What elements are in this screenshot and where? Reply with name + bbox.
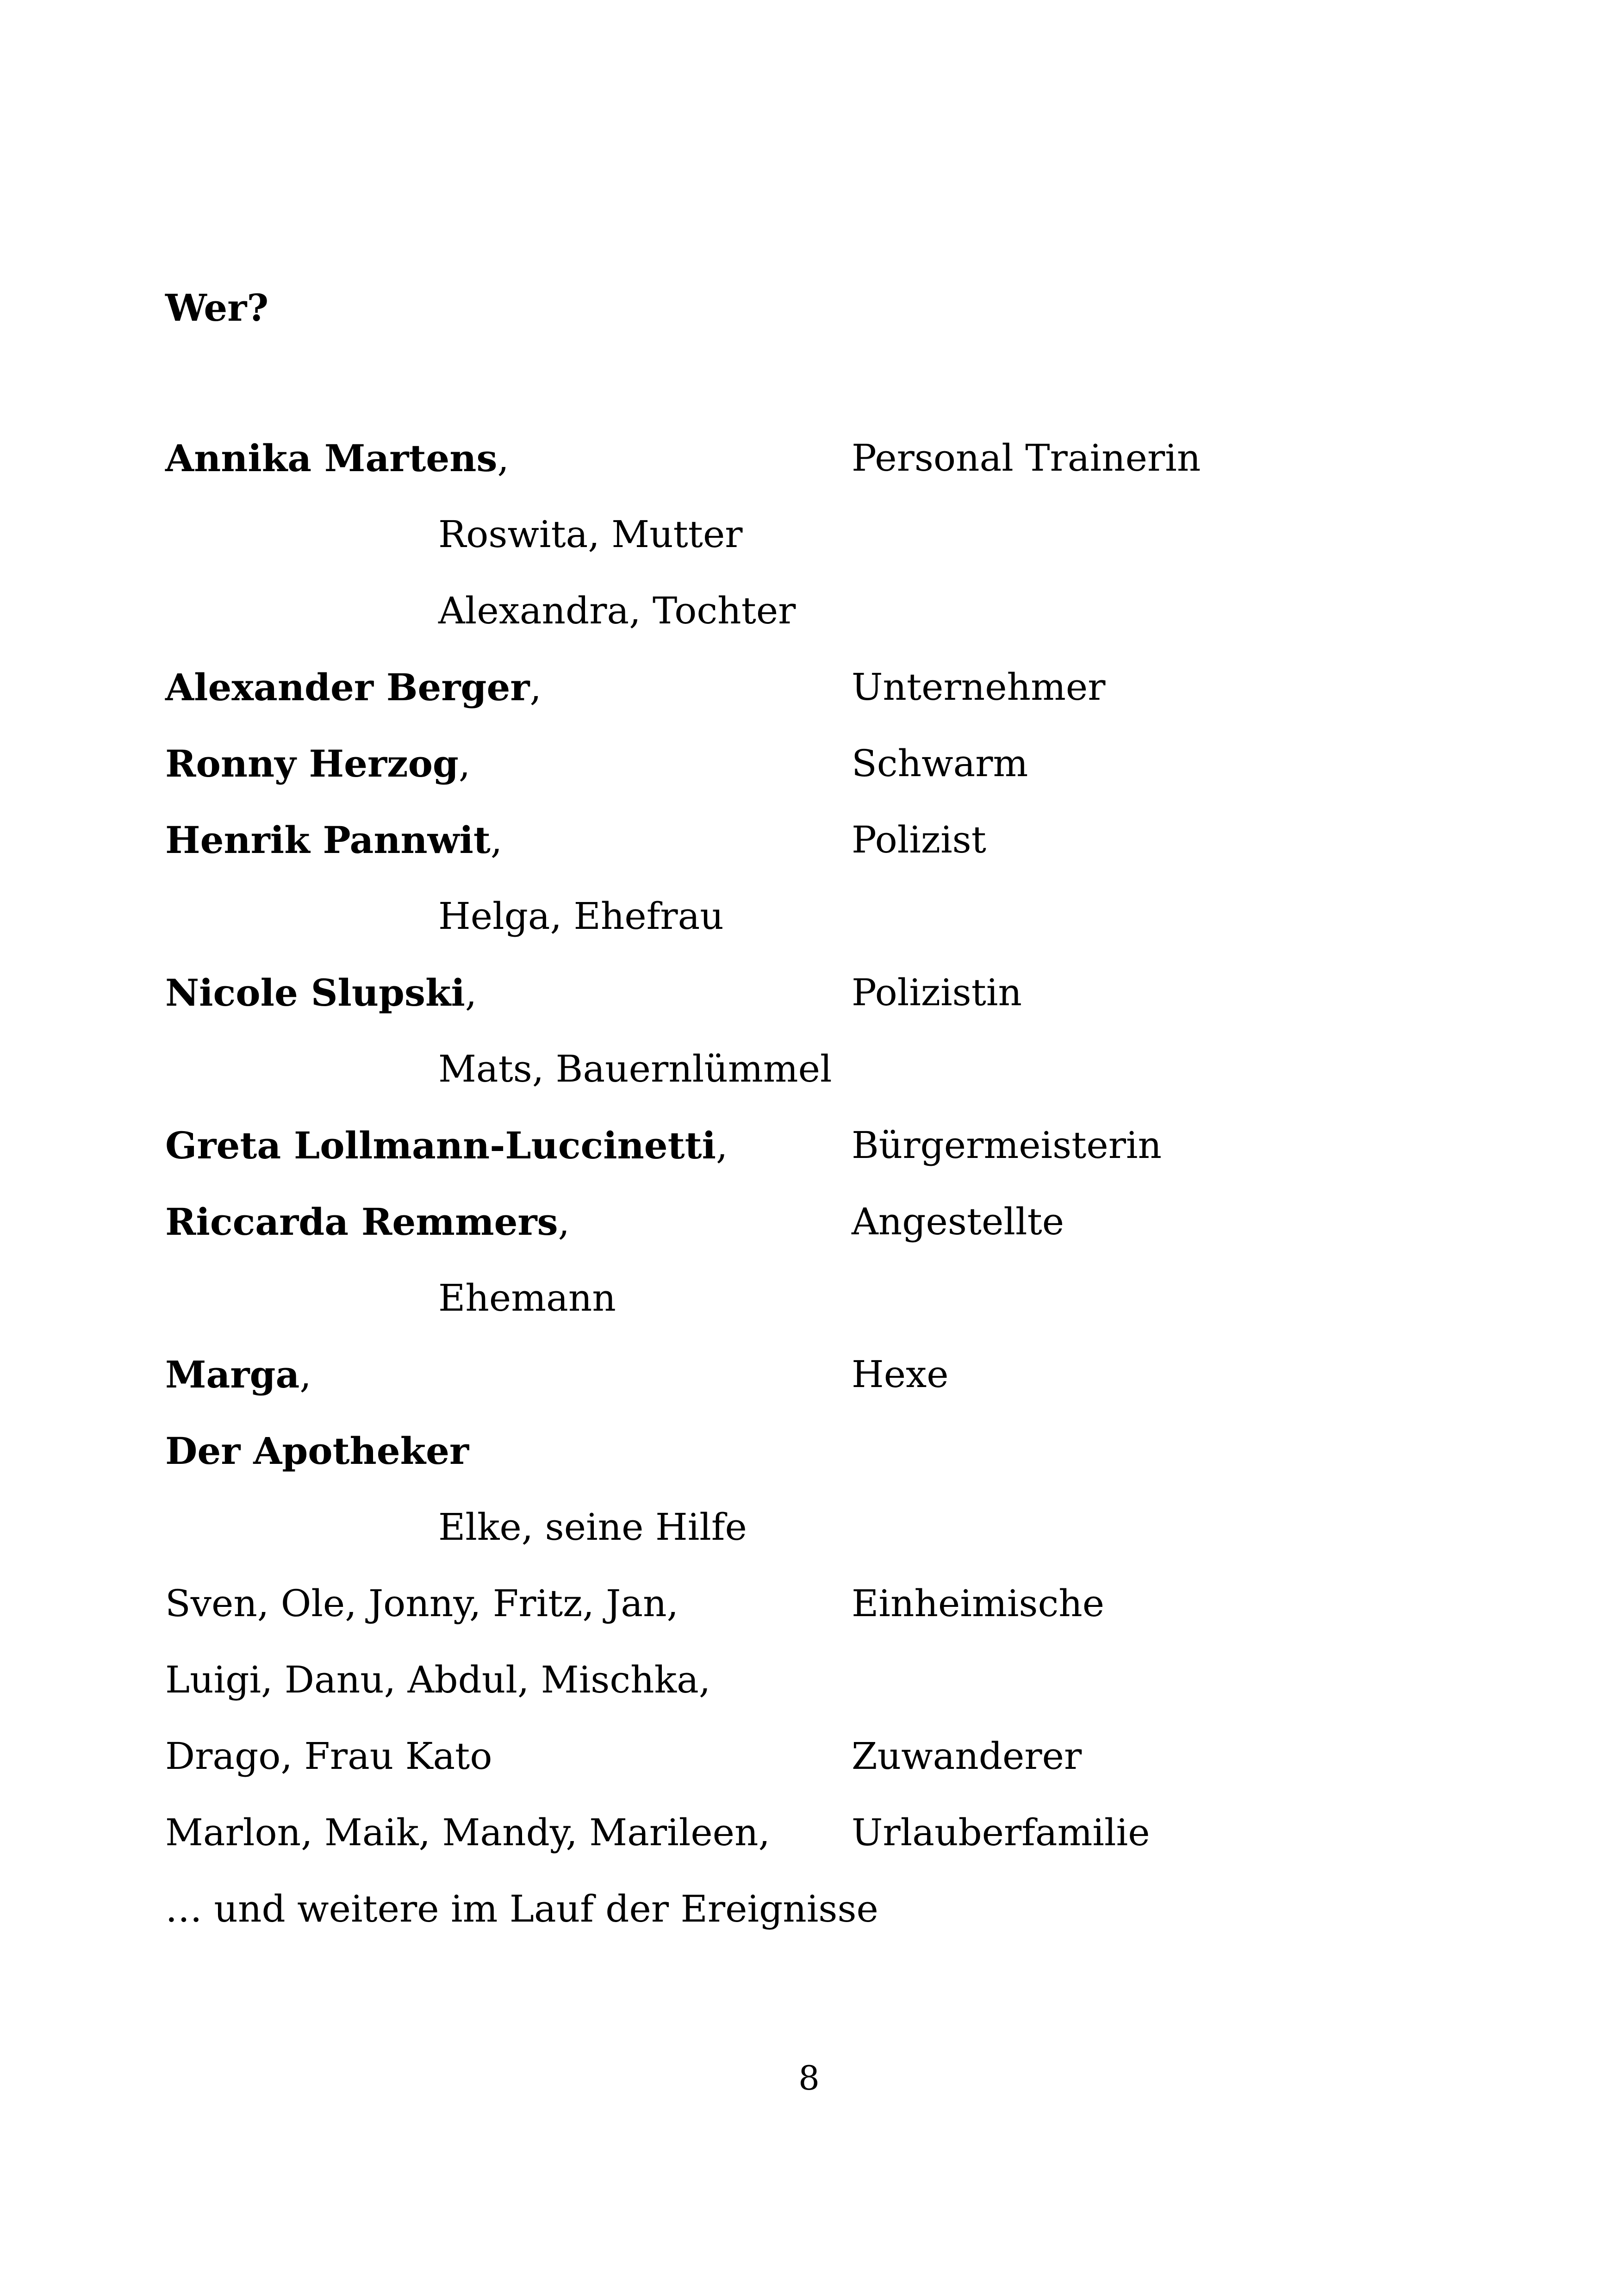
character-name-bold: Greta Lollmann-Luccinetti [165, 1124, 716, 1167]
name-separator: , [529, 666, 541, 709]
page-heading: Wer? [165, 286, 269, 330]
character-role: Polizistin [852, 971, 1022, 1014]
character-name [165, 815, 502, 866]
character-role: Angestellte [852, 1200, 1064, 1243]
character-role: Schwarm [852, 742, 1028, 785]
name-separator: , [558, 1201, 570, 1244]
group-names: Drago, Frau Kato [165, 1735, 492, 1778]
group-names: Marlon, Maik, Mandy, Marileen, [165, 1811, 770, 1854]
character-name-bold: Henrik Pannwit [165, 818, 491, 862]
character-subname: Elke, seine Hilfe [438, 1506, 747, 1549]
character-name-bold: Marga [165, 1353, 300, 1396]
cast-row [0, 1196, 1618, 1272]
cast-row [0, 1655, 1618, 1730]
character-role: Bürgermeisterin [852, 1124, 1162, 1167]
page-number: 8 [798, 2059, 820, 2097]
cast-row [0, 815, 1618, 890]
character-subname: Mats, Bauernlümmel [438, 1047, 832, 1090]
closing-line: … und weitere im Lauf der Ereignisse [165, 1887, 878, 1930]
character-subname: Roswita, Mutter [438, 513, 743, 556]
character-role: Personal Trainerin [852, 436, 1201, 479]
group-names: Sven, Ole, Jonny, Fritz, Jan, [165, 1582, 679, 1625]
name-separator: , [299, 1353, 311, 1396]
group-names: Luigi, Danu, Abdul, Mischka, [165, 1658, 711, 1701]
name-separator: , [465, 971, 477, 1014]
character-subname: Alexandra, Tochter [438, 589, 796, 632]
character-name-bold: Ronny Herzog [165, 742, 459, 785]
name-separator: , [458, 742, 471, 785]
character-name-bold: Alexander Berger [165, 666, 530, 709]
group-role: Einheimische [852, 1582, 1105, 1625]
character-name [165, 967, 477, 1019]
character-name [165, 1196, 570, 1248]
name-separator: , [490, 819, 503, 862]
character-name [165, 662, 541, 713]
cast-row [0, 1578, 1618, 1654]
cast-row [0, 585, 1618, 661]
character-name-bold: Annika Martens [165, 436, 498, 480]
cast-row [0, 738, 1618, 814]
cast-row [0, 1731, 1618, 1807]
character-name-bold: Riccarda Remmers [165, 1200, 558, 1244]
cast-row [0, 1502, 1618, 1578]
character-name-bold: Nicole Slupski [165, 971, 465, 1014]
cast-row [0, 1120, 1618, 1196]
character-name [165, 433, 509, 484]
character-subname: Helga, Ehefrau [438, 895, 724, 938]
character-role: Unternehmer [852, 666, 1106, 709]
cast-row [0, 1807, 1618, 1883]
character-name [165, 1120, 728, 1171]
cast-row [0, 1273, 1618, 1349]
name-separator: , [497, 437, 509, 480]
character-role: Hexe [852, 1353, 949, 1396]
character-name [165, 1425, 469, 1477]
character-name [165, 738, 470, 790]
cast-row [0, 1425, 1618, 1501]
cast-row [0, 967, 1618, 1043]
cast-row [0, 891, 1618, 967]
cast-row [0, 433, 1618, 509]
character-name-bold: Der Apotheker [165, 1429, 469, 1473]
cast-row [0, 509, 1618, 585]
group-role: Zuwanderer [852, 1735, 1082, 1778]
character-subname: Ehemann [438, 1276, 616, 1319]
cast-row [0, 662, 1618, 738]
name-separator: , [716, 1124, 728, 1167]
character-name [165, 1349, 311, 1400]
cast-row [0, 1349, 1618, 1425]
cast-row [0, 1044, 1618, 1120]
group-role: Urlauberfamilie [852, 1811, 1150, 1854]
character-role: Polizist [852, 818, 986, 861]
